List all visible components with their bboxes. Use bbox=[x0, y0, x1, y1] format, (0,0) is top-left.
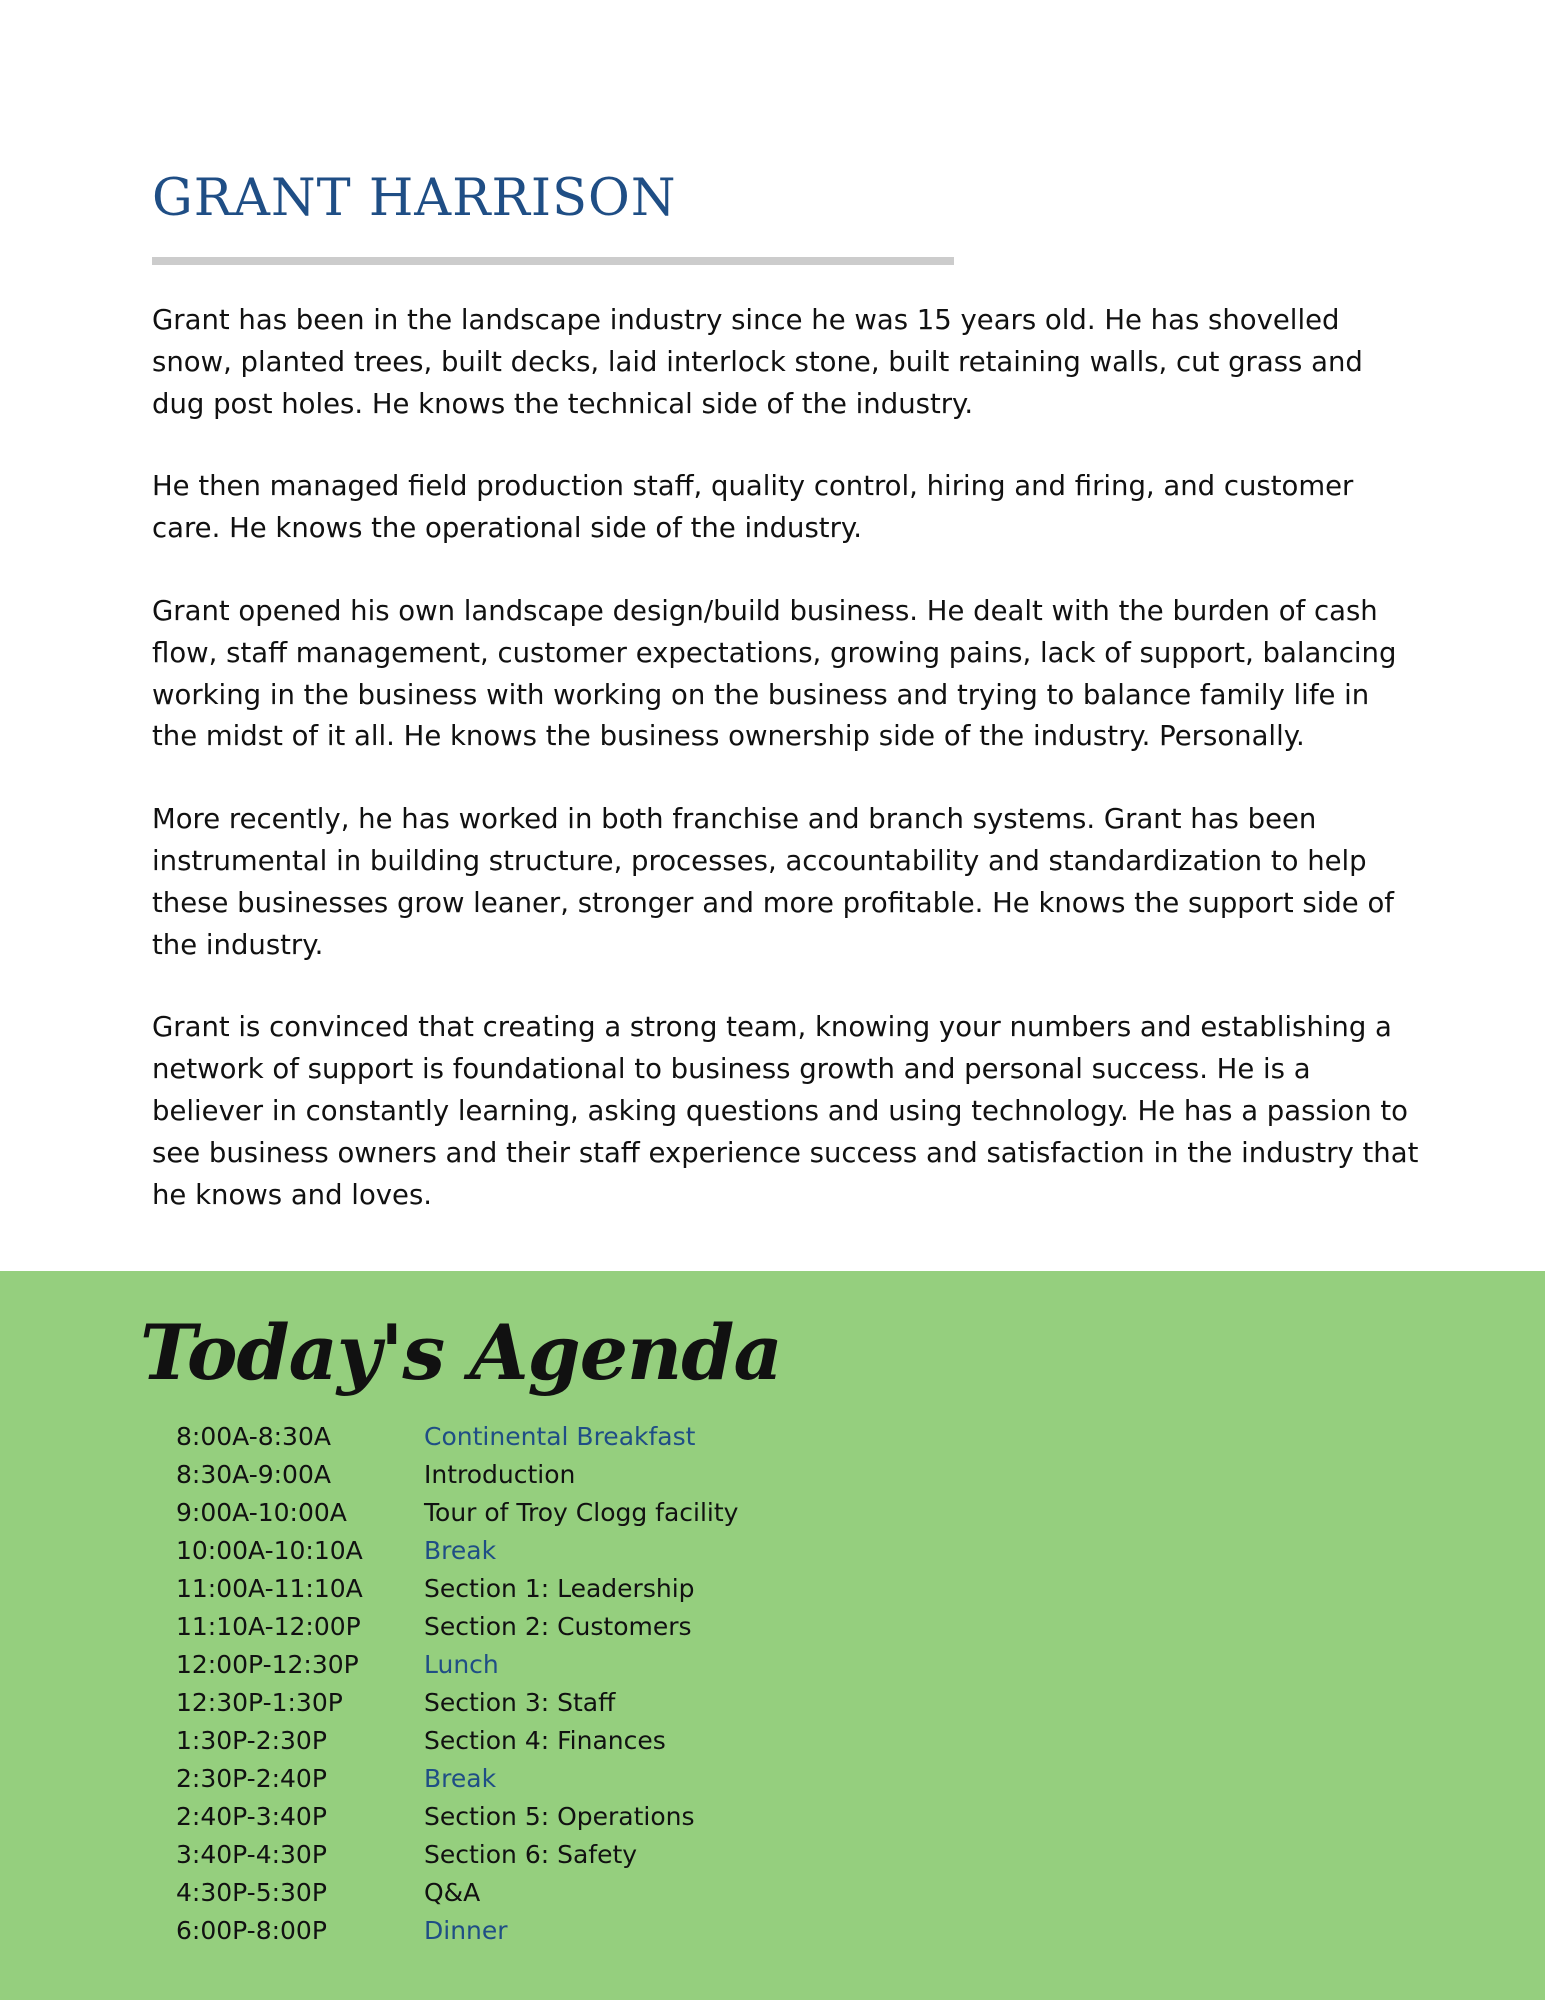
agenda-list bbox=[176, 1417, 738, 1949]
agenda-event: Q&A bbox=[424, 1877, 481, 1907]
agenda-row bbox=[176, 1911, 738, 1949]
agenda-time: 11:10A-12:00P bbox=[176, 1611, 361, 1641]
agenda-event: Continental Breakfast bbox=[424, 1421, 696, 1451]
bio-paragraph: He then managed field production staff, quality control, hiring and firing, and customer care. He knows the operational side of the industry. bbox=[152, 470, 1354, 545]
agenda-time: 2:30P-2:40P bbox=[176, 1763, 327, 1793]
agenda-time: 4:30P-5:30P bbox=[176, 1877, 327, 1907]
agenda-time: 2:40P-3:40P bbox=[176, 1801, 327, 1831]
agenda-time: 3:40P-4:30P bbox=[176, 1839, 327, 1869]
heading-divider bbox=[152, 257, 954, 265]
agenda-row bbox=[176, 1645, 738, 1683]
agenda-row bbox=[176, 1835, 738, 1873]
bio-paragraph: Grant has been in the landscape industry since he was 15 years old. He has shovelled snow, planted trees, built decks, laid interlock stone, built retaining walls, cut grass and dug post holes. He knows the technical side of the industry. bbox=[152, 304, 1363, 420]
agenda-time: 10:00A-10:10A bbox=[176, 1535, 363, 1565]
agenda-event: Section 5: Operations bbox=[424, 1801, 695, 1831]
agenda-title: Today's Agenda bbox=[140, 1308, 782, 1397]
agenda-time: 11:00A-11:10A bbox=[176, 1573, 363, 1603]
agenda-row bbox=[176, 1569, 738, 1607]
agenda-time: 9:00A-10:00A bbox=[176, 1497, 347, 1527]
agenda-time: 8:30A-9:00A bbox=[176, 1459, 331, 1489]
bio-text bbox=[152, 300, 1422, 1257]
agenda-event: Dinner bbox=[424, 1915, 508, 1945]
agenda-event: Section 2: Customers bbox=[424, 1611, 692, 1641]
agenda-event: Lunch bbox=[424, 1649, 499, 1679]
agenda-time: 12:00P-12:30P bbox=[176, 1649, 359, 1679]
agenda-row bbox=[176, 1531, 738, 1569]
agenda-event: Section 3: Staff bbox=[424, 1687, 616, 1717]
agenda-section bbox=[0, 1271, 1545, 2000]
agenda-event: Tour of Troy Clogg facility bbox=[424, 1497, 739, 1527]
agenda-time: 12:30P-1:30P bbox=[176, 1687, 343, 1717]
bio-paragraph: More recently, he has worked in both franchise and branch systems. Grant has been instrumental in building structure, processes, accountability and standardization to help these businesses grow leaner, stronger and more profitable. He knows the support side of the industry. bbox=[152, 803, 1394, 961]
agenda-row bbox=[176, 1797, 738, 1835]
speaker-name-heading: GRANT HARRISON bbox=[152, 169, 677, 228]
agenda-event: Break bbox=[424, 1763, 497, 1793]
agenda-row bbox=[176, 1493, 738, 1531]
agenda-event: Introduction bbox=[424, 1459, 576, 1489]
agenda-row bbox=[176, 1455, 738, 1493]
agenda-row bbox=[176, 1873, 738, 1911]
bio-paragraph: Grant opened his own landscape design/build business. He dealt with the burden of cash flow, staff management, customer expectations, growing pains, lack of support, balancing working in the business with working on the business and trying to balance family life in the midst of it all. He knows the business ownership side of the industry. Personally. bbox=[152, 594, 1397, 753]
agenda-row bbox=[176, 1759, 738, 1797]
agenda-row bbox=[176, 1417, 738, 1455]
agenda-time: 1:30P-2:30P bbox=[176, 1725, 327, 1755]
agenda-time: 6:00P-8:00P bbox=[176, 1915, 327, 1945]
bio-paragraph: Grant is convinced that creating a strong team, knowing your numbers and establishing a network of support is foundational to business growth and personal success. He is a believer in constantly learning, asking questions and using technology. He has a passion to see business owners and their staff experience success and satisfaction in the industry that he knows and loves. bbox=[152, 1011, 1419, 1211]
agenda-time: 8:00A-8:30A bbox=[176, 1421, 331, 1451]
agenda-row bbox=[176, 1607, 738, 1645]
agenda-event: Section 6: Safety bbox=[424, 1839, 638, 1869]
agenda-row bbox=[176, 1683, 738, 1721]
agenda-event: Section 4: Finances bbox=[424, 1725, 666, 1755]
agenda-event: Break bbox=[424, 1535, 497, 1565]
agenda-event: Section 1: Leadership bbox=[424, 1573, 695, 1603]
agenda-row bbox=[176, 1721, 738, 1759]
